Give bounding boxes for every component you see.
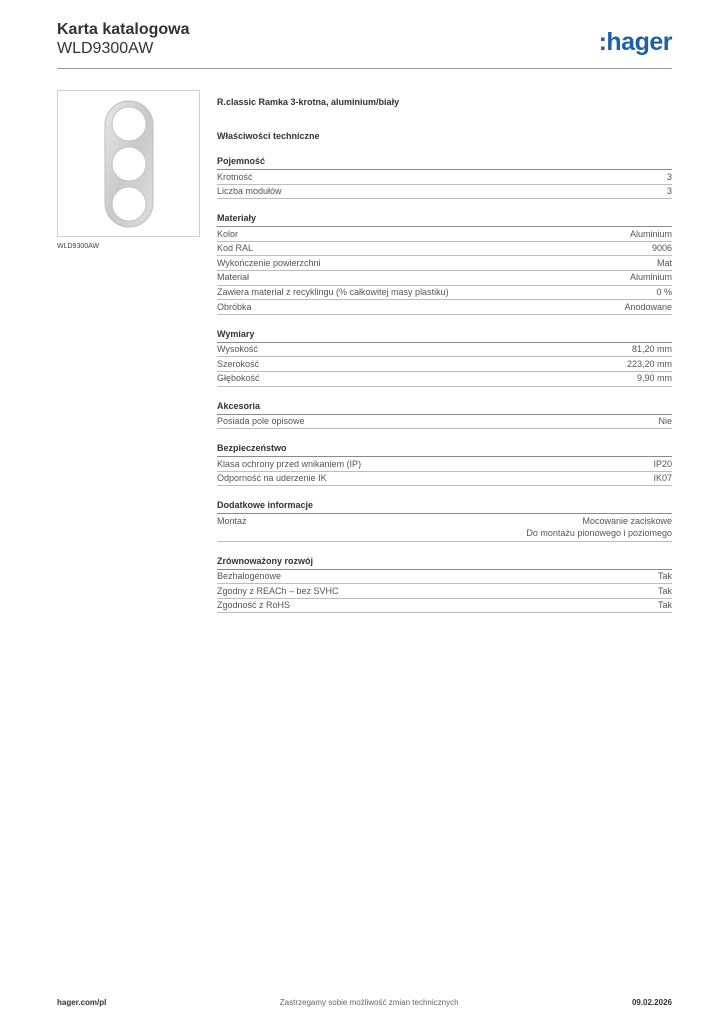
- logo-text: hager: [606, 28, 672, 56]
- product-image-caption: WLD9300AW: [57, 243, 100, 250]
- product-name: R.classic Ramka 3-krotna, aluminium/biały: [217, 97, 400, 107]
- spec-row: [217, 599, 672, 614]
- spec-group-title: Akcesoria: [217, 401, 672, 415]
- spec-groups: [217, 156, 672, 613]
- page-footer: [57, 998, 672, 1007]
- spec-row: [217, 256, 672, 271]
- triple-frame-image: [104, 100, 154, 228]
- spec-label: Głębokość: [217, 373, 260, 384]
- spec-label: Odporność na uderzenie IK: [217, 473, 327, 484]
- spec-value: Aluminium: [629, 272, 672, 283]
- spec-label: Krotność: [217, 171, 253, 182]
- spec-group: [217, 156, 672, 199]
- logo-colon-icon: :: [598, 28, 607, 56]
- spec-label: Kod RAL: [217, 243, 254, 254]
- spec-label: Obróbka: [217, 301, 252, 312]
- spec-group: [217, 329, 672, 387]
- technical-properties-title: Właściwości techniczne: [217, 131, 320, 141]
- spec-group: [217, 443, 672, 486]
- spec-label: Wysokość: [217, 344, 258, 355]
- spec-label: Bezhalogenowe: [217, 571, 282, 581]
- spec-row: [217, 514, 672, 541]
- spec-value: Tak: [657, 585, 672, 596]
- spec-row: [217, 415, 672, 430]
- spec-value: 223,20 mm: [626, 358, 672, 369]
- header-divider: [57, 68, 672, 69]
- spec-value: IP20: [653, 458, 672, 469]
- spec-label: Kolor: [217, 228, 239, 239]
- spec-row: [217, 584, 672, 599]
- document-title: Karta katalogowa: [57, 21, 190, 38]
- spec-group: [217, 500, 672, 541]
- spec-row: [217, 300, 672, 315]
- spec-value: Tak: [657, 600, 672, 611]
- spec-group-title: Wymiary: [217, 329, 672, 343]
- spec-value: 0 %: [656, 287, 672, 298]
- spec-group-title: Zrównoważony rozwój: [217, 556, 672, 570]
- spec-row: [217, 185, 672, 200]
- spec-group-title: Bezpieczeństwo: [217, 443, 672, 457]
- spec-row: [217, 357, 672, 372]
- spec-row: [217, 570, 672, 585]
- spec-group: [217, 556, 672, 614]
- spec-row: [217, 372, 672, 387]
- spec-group-title: Dodatkowe informacje: [217, 500, 672, 514]
- spec-row: [217, 343, 672, 358]
- spec-label: Wykończenie powierzchni: [217, 257, 321, 268]
- spec-row: [217, 472, 672, 487]
- spec-row: [217, 286, 672, 301]
- spec-group: [217, 401, 672, 430]
- spec-value: 3: [666, 171, 672, 182]
- spec-group-title: Materiały: [217, 213, 672, 227]
- spec-value: 9006: [651, 243, 672, 254]
- spec-row: [217, 242, 672, 257]
- spec-label: Szerokość: [217, 358, 260, 369]
- spec-value: 3: [666, 186, 672, 197]
- spec-value: Nie: [658, 416, 672, 427]
- footer-date: 09.02.2026: [631, 998, 672, 1007]
- hager-logo: [599, 28, 672, 56]
- spec-row: [217, 170, 672, 185]
- spec-label: Zawiera materiał z recyklingu (% całkowitej masy plastiku): [217, 287, 449, 298]
- spec-label: Zgodny z REACh – bez SVHC: [217, 585, 339, 596]
- product-image-frame: [57, 90, 200, 237]
- spec-value: Anodowane: [624, 301, 672, 312]
- specification-panel: [217, 95, 672, 613]
- spec-row: [217, 271, 672, 286]
- spec-label: Materiał: [217, 272, 250, 283]
- spec-group: [217, 213, 672, 315]
- spec-value: Mat: [656, 257, 672, 268]
- product-code: WLD9300AW: [57, 40, 154, 57]
- spec-value: 81,20 mm: [631, 344, 672, 355]
- spec-label: Liczba modułów: [217, 186, 282, 197]
- spec-value: 9,90 mm: [636, 373, 672, 384]
- document-header: [57, 20, 189, 58]
- spec-value: Tak: [657, 571, 672, 581]
- spec-label: Montaż: [217, 515, 247, 526]
- spec-row: [217, 457, 672, 472]
- spec-label: Klasa ochrony przed wnikaniem (IP): [217, 458, 362, 469]
- spec-value: IK07: [653, 473, 672, 484]
- footer-website: hager.com/pl: [57, 998, 107, 1007]
- spec-value: Aluminium: [629, 228, 672, 239]
- spec-label: Posiada pole opisowe: [217, 416, 305, 427]
- spec-row: [217, 227, 672, 242]
- spec-label: Zgodność z RoHS: [217, 600, 291, 611]
- spec-group-title: Pojemność: [217, 156, 672, 170]
- spec-value: Mocowanie zaciskowe Do montażu pionowego i poziomego: [526, 515, 672, 539]
- footer-note: Zastrzegamy sobie możliwość zmian technicznych: [279, 998, 459, 1007]
